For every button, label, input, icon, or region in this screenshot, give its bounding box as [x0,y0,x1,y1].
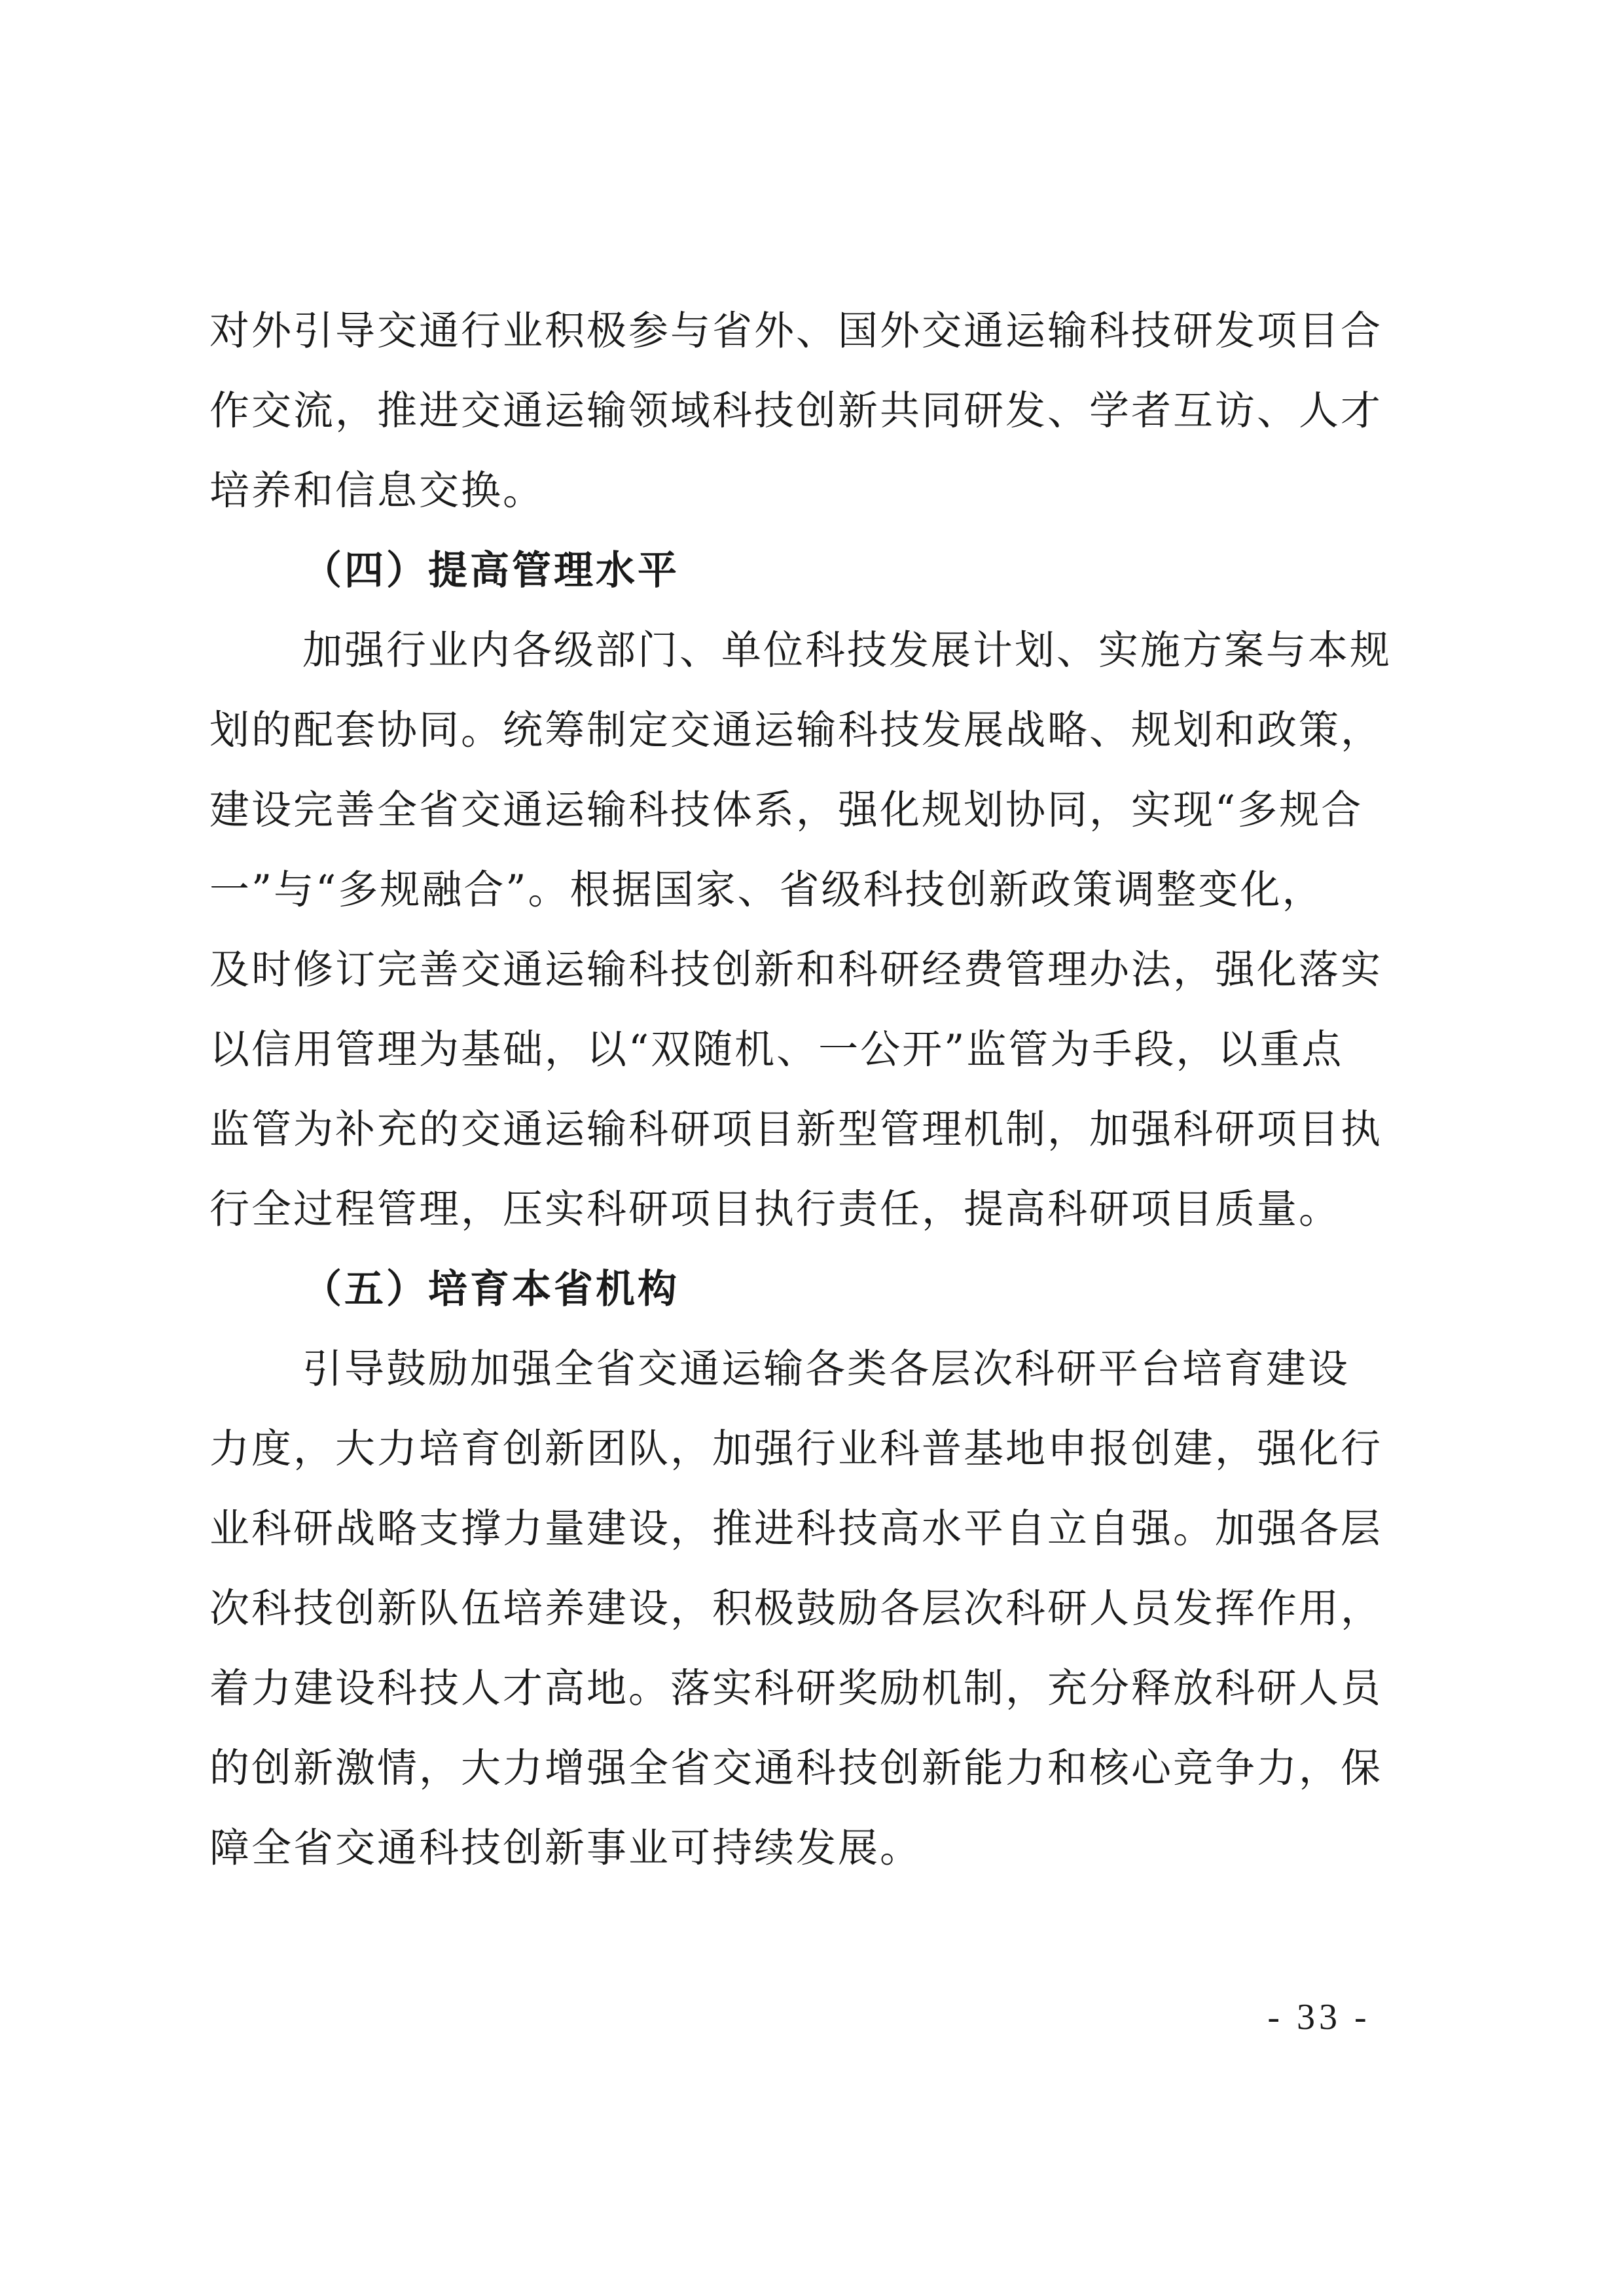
paragraph-line: 次科技创新队伍培养建设，积极鼓励各层次科研人员发挥作用， [209,1585,1383,1632]
paragraph-line: 行全过程管理，压实科研项目执行责任，提高科研项目质量。 [209,1186,1341,1232]
paragraph-line: 以信用管理为基础，以“双随机、一公开”监管为手段，以重点 [209,1026,1344,1073]
paragraph-line: 着力建设科技人才高地。落实科研奖励机制，充分释放科研人员 [209,1665,1383,1712]
paragraph-line: 作交流，推进交通运输领域科技创新共同研发、学者互访、人才 [209,387,1383,434]
document-body [209,291,1407,1888]
paragraph-line: 业科研战略支撑力量建设，推进科技高水平自立自强。加强各层 [209,1505,1383,1552]
paragraph-line: 一”与“多规融合”。根据国家、省级科技创新政策调整变化， [209,867,1324,913]
paragraph-3 [209,1329,1407,1888]
section-heading-5: （五）培育本省机构 [302,1266,679,1312]
paragraph-1 [209,291,1407,531]
paragraph-2 [209,611,1407,1249]
paragraph-line: 培养和信息交换。 [209,467,545,514]
paragraph-line: 加强行业内各级部门、单位科技发展计划、实施方案与本规 [302,627,1392,673]
page-number: - 33 - [1267,1997,1371,2037]
paragraph-line: 及时修订完善交通运输科技创新和科研经费管理办法，强化落实 [209,946,1383,993]
paragraph-line: 监管为补充的交通运输科研项目新型管理机制，加强科研项目执 [209,1106,1383,1153]
section-heading-4: （四）提高管理水平 [302,548,679,594]
paragraph-line: 对外引导交通行业积极参与省外、国外交通运输科技研发项目合 [209,308,1383,354]
paragraph-line: 引导鼓励加强全省交通运输各类各层次科研平台培育建设 [302,1346,1350,1392]
paragraph-line: 划的配套协同。统筹制定交通运输科技发展战略、规划和政策， [209,707,1383,753]
paragraph-line: 障全省交通科技创新事业可持续发展。 [209,1825,922,1871]
paragraph-line: 建设完善全省交通运输科技体系，强化规划协同，实现“多规合 [209,787,1363,833]
paragraph-line: 力度，大力培育创新团队，加强行业科普基地申报创建，强化行 [209,1426,1383,1472]
paragraph-line: 的创新激情，大力增强全省交通科技创新能力和核心竞争力，保 [209,1745,1383,1791]
